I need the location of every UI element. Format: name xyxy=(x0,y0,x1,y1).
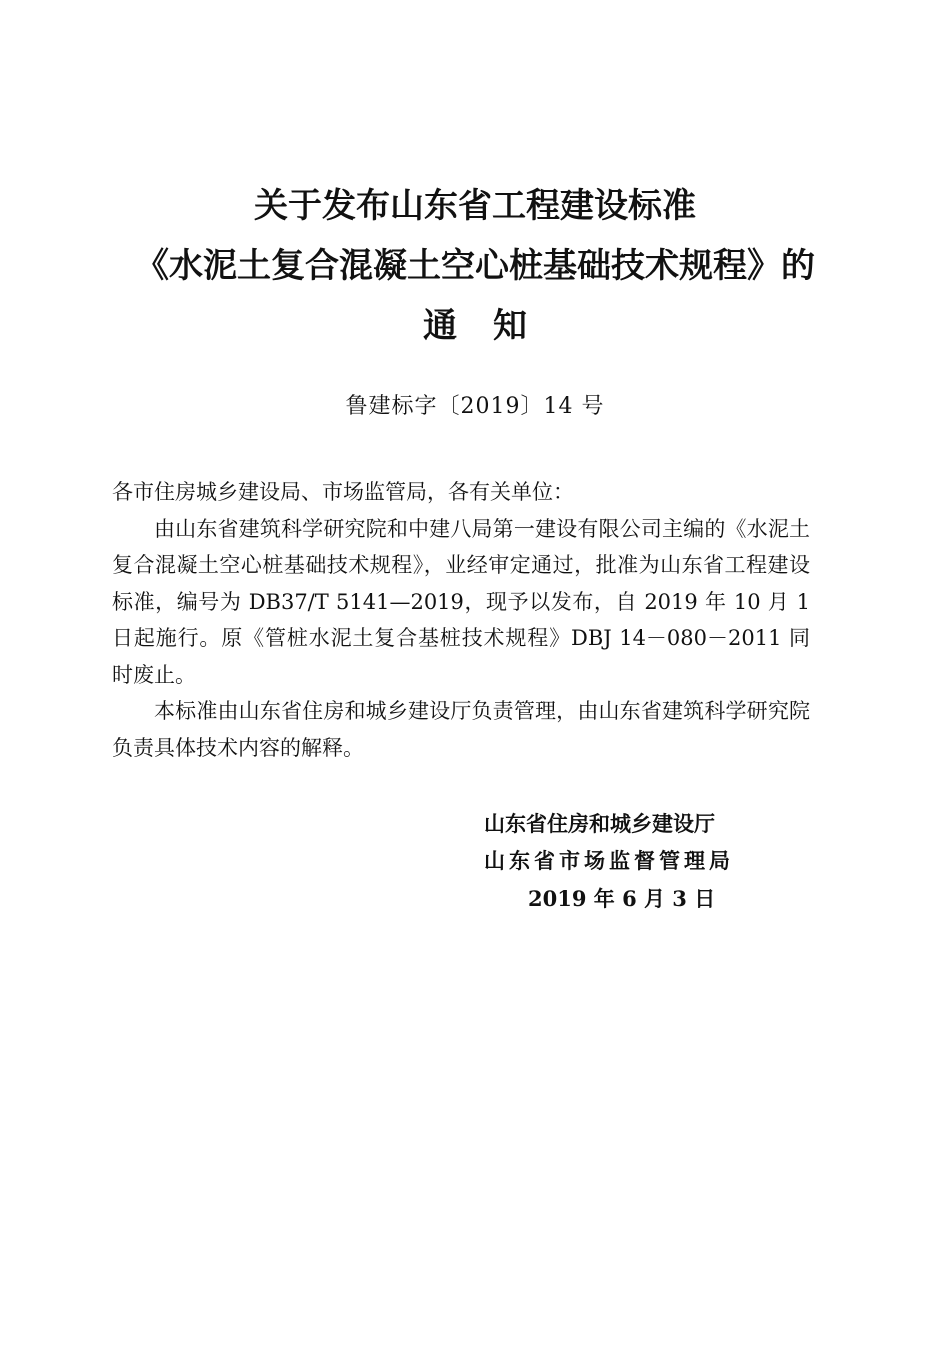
title-line-3: 通知 xyxy=(423,306,563,346)
body-paragraph-1: 由山东省建筑科学研究院和中建八局第一建设有限公司主编的《水泥土复合混凝土空心桩基础技术规程》，业经审定通过，批准为山东省工程建设标准，编号为 DB37/T 5141—2019，现予以发布，自 2019 年 10 月 1 日起施行。原《管桩水泥土复合基桩技术规程》DBJ 14－080－2011 同时废止。 xyxy=(112,516,810,687)
salutation: 各市住房城乡建设局、市场监管局，各有关单位： xyxy=(112,480,574,504)
title-line-2: 《水泥土复合混凝土空心桩基础技术规程》的 xyxy=(135,246,815,286)
signatory-1: 山东省住房和城乡建设厅 xyxy=(484,812,715,836)
body-paragraph-2: 本标准由山东省住房和城乡建设厅负责管理，由山东省建筑科学研究院负责具体技术内容的解释。 xyxy=(112,699,810,760)
title-line-1: 关于发布山东省工程建设标准 xyxy=(254,186,696,226)
signature-block xyxy=(484,806,804,917)
notice-title xyxy=(0,176,950,356)
notice-body xyxy=(112,474,810,766)
signatory-2: 山东省市场监督管理局 xyxy=(484,849,734,873)
document-number: 鲁建标字〔2019〕14 号 xyxy=(345,394,605,419)
issue-date: 2019 年 6 月 3 日 xyxy=(528,886,716,911)
